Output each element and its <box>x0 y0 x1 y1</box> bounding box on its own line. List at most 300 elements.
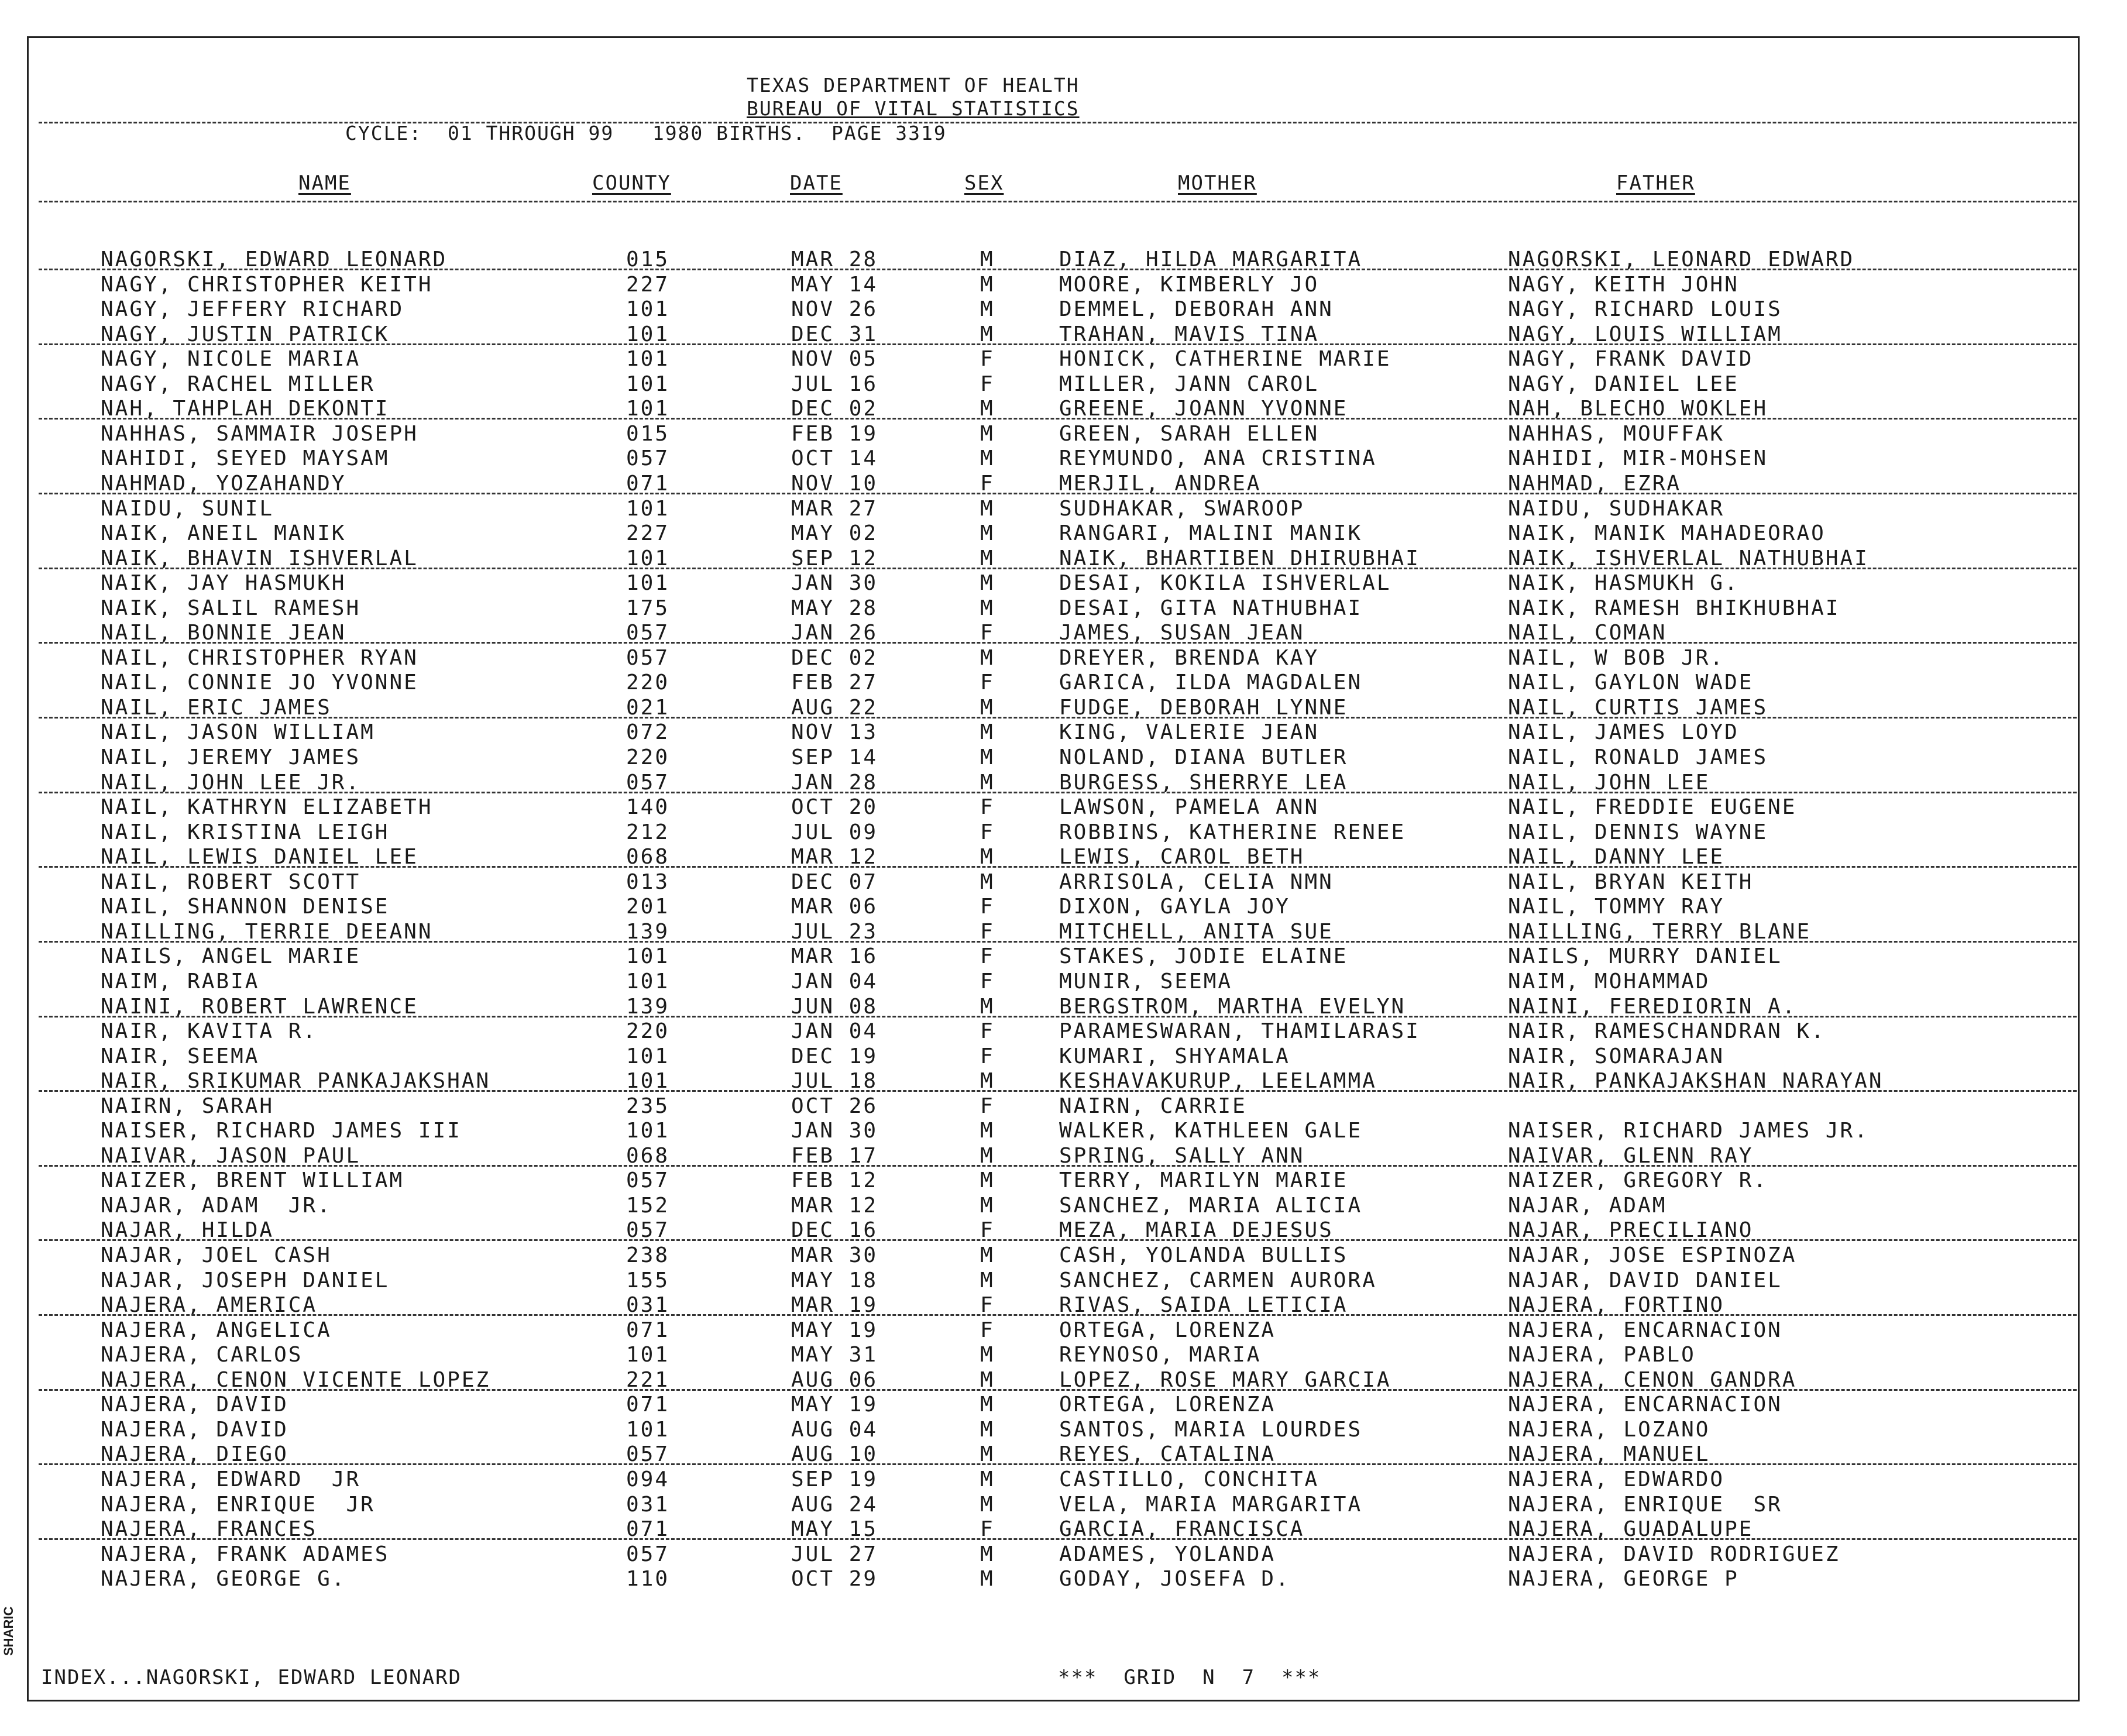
cell-name: NAGY, NICOLE MARIA <box>101 347 361 372</box>
cell-county: 227 <box>626 272 670 297</box>
cell-date: DEC 02 <box>791 645 878 670</box>
cell-date: MAR 28 <box>791 247 878 271</box>
cell-sex: F <box>980 347 995 372</box>
record-row <box>0 970 2127 994</box>
cell-date: SEP 12 <box>791 546 878 570</box>
cell-date: JUL 09 <box>791 820 878 844</box>
cell-father: NAGORSKI, LEONARD EDWARD <box>1508 247 1855 271</box>
cell-county: 220 <box>626 1019 670 1044</box>
cell-date: DEC 02 <box>791 397 878 421</box>
cell-name: NAJERA, EDWARD JR <box>101 1467 361 1491</box>
record-row <box>0 497 2127 521</box>
cell-sex: M <box>980 496 995 521</box>
cell-mother: KING, VALERIE JEAN <box>1059 720 1320 745</box>
cell-father: NAJERA, LOZANO <box>1508 1417 1710 1442</box>
cell-father: NAGY, FRANK DAVID <box>1508 347 1754 372</box>
cell-name: NAJERA, ANGELICA <box>101 1318 332 1342</box>
cell-sex: M <box>980 1542 995 1566</box>
cell-mother: SANCHEZ, MARIA ALICIA <box>1059 1193 1363 1218</box>
cell-mother: NAIK, BHARTIBEN DHIRUBHAI <box>1059 546 1420 570</box>
cell-father: NAIL, RONALD JAMES <box>1508 745 1768 769</box>
cell-date: AUG 22 <box>791 695 878 720</box>
cell-county: 071 <box>626 471 670 496</box>
cell-name: NAIL, JOHN LEE JR. <box>101 770 361 795</box>
record-row <box>0 1567 2127 1591</box>
cell-mother: STAKES, JODIE ELAINE <box>1059 944 1348 969</box>
cell-name: NAIL, CHRISTOPHER RYAN <box>101 645 418 670</box>
cell-date: OCT 20 <box>791 795 878 820</box>
cell-father: NAJAR, DAVID DANIEL <box>1508 1268 1782 1292</box>
record-row <box>0 696 2127 720</box>
cell-father: NAIL, BRYAN KEITH <box>1508 869 1754 894</box>
cell-county: 057 <box>626 446 670 471</box>
record-row <box>0 920 2127 944</box>
cell-mother: REYES, CATALINA <box>1059 1442 1276 1467</box>
cell-father: NAIL, TOMMY RAY <box>1508 895 1725 919</box>
cell-name: NAIR, SRIKUMAR PANKAJAKSHAN <box>101 1069 491 1094</box>
record-row <box>0 745 2127 770</box>
cell-date: NOV 26 <box>791 297 878 322</box>
cell-date: MAR 06 <box>791 895 878 919</box>
cell-mother: TERRY, MARILYN MARIE <box>1059 1168 1348 1193</box>
cell-father: NAH, BLECHO WOKLEH <box>1508 397 1768 421</box>
record-row <box>0 322 2127 347</box>
cell-father: NAHMAD, EZRA <box>1508 471 1682 496</box>
cell-name: NAJAR, JOSEPH DANIEL <box>101 1268 390 1292</box>
cell-date: MAR 16 <box>791 944 878 969</box>
cell-county: 071 <box>626 1517 670 1542</box>
cell-date: OCT 29 <box>791 1567 878 1591</box>
cell-name: NAJERA, GEORGE G. <box>101 1567 346 1591</box>
cell-sex: M <box>980 1343 995 1367</box>
cell-county: 101 <box>626 571 670 596</box>
cell-date: JUL 23 <box>791 919 878 944</box>
record-row <box>0 1542 2127 1567</box>
cell-father: NAHHAS, MOUFFAK <box>1508 421 1725 446</box>
cell-name: NAIL, KATHRYN ELIZABETH <box>101 795 433 820</box>
cell-name: NAISER, RICHARD JAMES III <box>101 1119 462 1143</box>
cell-date: SEP 19 <box>791 1467 878 1491</box>
cell-date: MAY 18 <box>791 1268 878 1292</box>
cell-sex: M <box>980 869 995 894</box>
cell-name: NAJERA, FRANCES <box>101 1517 318 1542</box>
record-row <box>0 546 2127 571</box>
record-row <box>0 621 2127 645</box>
cell-name: NAILS, ANGEL MARIE <box>101 944 361 969</box>
cell-name: NAJERA, ENRIQUE JR <box>101 1492 375 1517</box>
cell-date: MAR 12 <box>791 845 878 869</box>
record-row <box>0 1393 2127 1417</box>
cell-sex: M <box>980 994 995 1019</box>
cell-mother: ORTEGA, LORENZA <box>1059 1393 1276 1417</box>
cell-date: FEB 27 <box>791 671 878 695</box>
cell-mother: DIXON, GAYLA JOY <box>1059 895 1290 919</box>
cell-sex: F <box>980 1019 995 1044</box>
cell-sex: M <box>980 1119 995 1143</box>
cell-father: NAIR, SOMARAJAN <box>1508 1044 1725 1068</box>
cell-sex: M <box>980 770 995 795</box>
record-row <box>0 1218 2127 1243</box>
cell-mother: DIAZ, HILDA MARGARITA <box>1059 247 1363 271</box>
cell-sex: M <box>980 695 995 720</box>
record-row <box>0 1019 2127 1044</box>
cell-sex: M <box>980 1168 995 1193</box>
cell-father: NAIL, JOHN LEE <box>1508 770 1710 795</box>
cell-date: OCT 14 <box>791 446 878 471</box>
record-row <box>0 247 2127 272</box>
cell-county: 057 <box>626 621 670 645</box>
cell-date: MAY 14 <box>791 272 878 297</box>
cell-father: NAILS, MURRY DANIEL <box>1508 944 1782 969</box>
cell-father: NAIL, GAYLON WADE <box>1508 671 1754 695</box>
record-row <box>0 1094 2127 1119</box>
cell-county: 238 <box>626 1243 670 1267</box>
cell-county: 101 <box>626 1343 670 1367</box>
cell-mother: RIVAS, SAIDA LETICIA <box>1059 1293 1348 1318</box>
cell-father: NAJAR, PRECILIANO <box>1508 1218 1754 1243</box>
record-row <box>0 422 2127 446</box>
cell-county: 139 <box>626 994 670 1019</box>
cell-mother: FUDGE, DEBORAH LYNNE <box>1059 695 1348 720</box>
cell-father: NAIK, HASMUKH G. <box>1508 571 1739 596</box>
col-header-mother: MOTHER <box>1178 171 1257 195</box>
cell-county: 057 <box>626 645 670 670</box>
cell-county: 101 <box>626 496 670 521</box>
cell-county: 101 <box>626 322 670 346</box>
cell-father: NAIL, CURTIS JAMES <box>1508 695 1768 720</box>
cell-county: 015 <box>626 421 670 446</box>
cell-mother: CASH, YOLANDA BULLIS <box>1059 1243 1348 1267</box>
cell-county: 057 <box>626 1442 670 1467</box>
cell-sex: M <box>980 521 995 546</box>
cell-father: NAIK, ISHVERLAL NATHUBHAI <box>1508 546 1869 570</box>
cell-name: NAIM, RABIA <box>101 969 260 994</box>
cell-date: JAN 26 <box>791 621 878 645</box>
cell-county: 110 <box>626 1567 670 1591</box>
record-row <box>0 1144 2127 1168</box>
cell-name: NAIK, ANEIL MANIK <box>101 521 346 546</box>
cell-father: NAIR, PANKAJAKSHAN NARAYAN <box>1508 1069 1884 1094</box>
cell-mother: LAWSON, PAMELA ANN <box>1059 795 1320 820</box>
record-row <box>0 571 2127 596</box>
cell-county: 071 <box>626 1393 670 1417</box>
record-row <box>0 1368 2127 1393</box>
cell-sex: M <box>980 322 995 346</box>
cell-county: 140 <box>626 795 670 820</box>
cell-father: NAIL, COMAN <box>1508 621 1667 645</box>
cell-father: NAJERA, FORTINO <box>1508 1293 1725 1318</box>
cell-county: 175 <box>626 596 670 620</box>
cell-name: NAIL, LEWIS DANIEL LEE <box>101 845 418 869</box>
cell-date: MAY 31 <box>791 1343 878 1367</box>
cell-sex: F <box>980 1044 995 1068</box>
cell-name: NAINI, ROBERT LAWRENCE <box>101 994 418 1019</box>
cell-father: NAIL, JAMES LOYD <box>1508 720 1739 745</box>
cell-name: NAIL, JASON WILLIAM <box>101 720 375 745</box>
cell-county: 101 <box>626 397 670 421</box>
cell-name: NAHMAD, YOZAHANDY <box>101 471 346 496</box>
cell-name: NAIL, SHANNON DENISE <box>101 895 390 919</box>
cell-name: NAIL, ERIC JAMES <box>101 695 332 720</box>
cell-mother: MUNIR, SEEMA <box>1059 969 1233 994</box>
cell-father: NAINI, FEREDIORIN A. <box>1508 994 1797 1019</box>
cell-date: SEP 14 <box>791 745 878 769</box>
cell-mother: BERGSTROM, MARTHA EVELYN <box>1059 994 1406 1019</box>
cell-father: NAILLING, TERRY BLANE <box>1508 919 1812 944</box>
cell-county: 101 <box>626 969 670 994</box>
cell-father: NAIDU, SUDHAKAR <box>1508 496 1725 521</box>
cell-name: NAH, TAHPLAH DEKONTI <box>101 397 390 421</box>
cell-mother: NOLAND, DIANA BUTLER <box>1059 745 1348 769</box>
cell-date: FEB 17 <box>791 1143 878 1168</box>
cell-date: JAN 04 <box>791 1019 878 1044</box>
cell-name: NAJERA, CARLOS <box>101 1343 303 1367</box>
cell-father: NAJERA, MANUEL <box>1508 1442 1710 1467</box>
cell-sex: M <box>980 1467 995 1491</box>
cell-sex: M <box>980 1393 995 1417</box>
cell-name: NAIR, KAVITA R. <box>101 1019 318 1044</box>
cell-mother: MILLER, JANN CAROL <box>1059 372 1320 396</box>
cell-mother: MERJIL, ANDREA <box>1059 471 1262 496</box>
cell-county: 031 <box>626 1293 670 1318</box>
cell-father: NAJERA, ENCARNACION <box>1508 1318 1782 1342</box>
cell-mother: ADAMES, YOLANDA <box>1059 1542 1276 1566</box>
cell-name: NAGY, JEFFERY RICHARD <box>101 297 404 322</box>
record-row <box>0 1168 2127 1193</box>
cell-name: NAHHAS, SAMMAIR JOSEPH <box>101 421 418 446</box>
cell-mother: SANTOS, MARIA LOURDES <box>1059 1417 1363 1442</box>
cell-mother: GREENE, JOANN YVONNE <box>1059 397 1348 421</box>
cell-father: NAJERA, DAVID RODRIGUEZ <box>1508 1542 1840 1566</box>
cell-county: 101 <box>626 1119 670 1143</box>
cell-name: NAJERA, FRANK ADAMES <box>101 1542 390 1566</box>
header-cycle: CYCLE: 01 THROUGH 99 1980 BIRTHS. PAGE 3319 <box>345 122 947 145</box>
cell-father: NAGY, LOUIS WILLIAM <box>1508 322 1782 346</box>
cell-name: NAIL, CONNIE JO YVONNE <box>101 671 418 695</box>
cell-name: NAIRN, SARAH <box>101 1094 274 1118</box>
cell-name: NAJERA, DIEGO <box>101 1442 288 1467</box>
cell-county: 057 <box>626 770 670 795</box>
cell-sex: M <box>980 446 995 471</box>
cell-sex: F <box>980 919 995 944</box>
cell-sex: M <box>980 596 995 620</box>
cell-name: NAIVAR, JASON PAUL <box>101 1143 361 1168</box>
cell-mother: REYMUNDO, ANA CRISTINA <box>1059 446 1377 471</box>
cell-father: NAHIDI, MIR-MOHSEN <box>1508 446 1768 471</box>
cell-date: AUG 24 <box>791 1492 878 1517</box>
cell-date: MAR 19 <box>791 1293 878 1318</box>
cell-sex: M <box>980 1268 995 1292</box>
col-header-sex: SEX <box>964 171 1004 195</box>
record-row <box>0 297 2127 322</box>
cell-county: 057 <box>626 1168 670 1193</box>
cell-county: 072 <box>626 720 670 745</box>
cell-sex: F <box>980 944 995 969</box>
col-header-father: FATHER <box>1616 171 1695 195</box>
cell-mother: MEZA, MARIA DEJESUS <box>1059 1218 1334 1243</box>
cell-mother: ORTEGA, LORENZA <box>1059 1318 1276 1342</box>
cell-name: NAJERA, DAVID <box>101 1393 288 1417</box>
cell-county: 220 <box>626 671 670 695</box>
cell-county: 201 <box>626 895 670 919</box>
cell-date: MAY 15 <box>791 1517 878 1542</box>
cell-mother: RANGARI, MALINI MANIK <box>1059 521 1363 546</box>
record-row <box>0 347 2127 372</box>
cell-sex: M <box>980 1069 995 1094</box>
cell-county: 057 <box>626 1542 670 1566</box>
record-row <box>0 1517 2127 1542</box>
cell-father: NAGY, DANIEL LEE <box>1508 372 1739 396</box>
cell-mother: VELA, MARIA MARGARITA <box>1059 1492 1363 1517</box>
cell-father: NAJERA, GUADALUPE <box>1508 1517 1754 1542</box>
cell-mother: LEWIS, CAROL BETH <box>1059 845 1305 869</box>
record-row <box>0 795 2127 820</box>
cell-sex: M <box>980 247 995 271</box>
col-header-date: DATE <box>790 171 843 195</box>
cell-mother: KUMARI, SHYAMALA <box>1059 1044 1290 1068</box>
cell-father: NAIL, DENNIS WAYNE <box>1508 820 1768 844</box>
cell-date: FEB 19 <box>791 421 878 446</box>
cell-name: NAIL, KRISTINA LEIGH <box>101 820 390 844</box>
cell-mother: TRAHAN, MAVIS TINA <box>1059 322 1320 346</box>
record-row <box>0 1119 2127 1143</box>
cell-date: JUN 08 <box>791 994 878 1019</box>
cell-county: 221 <box>626 1367 670 1392</box>
cell-mother: SANCHEZ, CARMEN AURORA <box>1059 1268 1377 1292</box>
cell-date: JUL 16 <box>791 372 878 396</box>
cell-date: JUL 27 <box>791 1542 878 1566</box>
cell-sex: F <box>980 471 995 496</box>
cell-mother: GODAY, JOSEFA D. <box>1059 1567 1290 1591</box>
cell-sex: M <box>980 297 995 322</box>
cell-date: MAY 28 <box>791 596 878 620</box>
cell-county: 235 <box>626 1094 670 1118</box>
cell-county: 139 <box>626 919 670 944</box>
cell-name: NAIK, BHAVIN ISHVERLAL <box>101 546 418 570</box>
cell-date: JAN 04 <box>791 969 878 994</box>
cell-name: NAGY, RACHEL MILLER <box>101 372 375 396</box>
cell-mother: DESAI, KOKILA ISHVERLAL <box>1059 571 1391 596</box>
footer-index: INDEX...NAGORSKI, EDWARD LEONARD <box>41 1666 462 1689</box>
cell-county: 101 <box>626 546 670 570</box>
cell-mother: WALKER, KATHLEEN GALE <box>1059 1119 1363 1143</box>
cell-name: NAIL, JEREMY JAMES <box>101 745 361 769</box>
cell-mother: SPRING, SALLY ANN <box>1059 1143 1305 1168</box>
cell-sex: F <box>980 1517 995 1542</box>
cell-county: 227 <box>626 521 670 546</box>
cell-sex: F <box>980 372 995 396</box>
record-row <box>0 472 2127 496</box>
cell-father: NAIK, MANIK MAHADEORAO <box>1508 521 1826 546</box>
cell-sex: M <box>980 1193 995 1218</box>
record-row <box>0 1467 2127 1492</box>
record-row <box>0 1442 2127 1467</box>
cell-county: 068 <box>626 845 670 869</box>
cell-mother: DESAI, GITA NATHUBHAI <box>1059 596 1363 620</box>
cell-sex: M <box>980 272 995 297</box>
cell-mother: GARICA, ILDA MAGDALEN <box>1059 671 1363 695</box>
cell-mother: GARCIA, FRANCISCA <box>1059 1517 1305 1542</box>
cell-sex: M <box>980 720 995 745</box>
cell-sex: F <box>980 671 995 695</box>
header-department: TEXAS DEPARTMENT OF HEALTH <box>747 74 1080 97</box>
cell-father: NAGY, KEITH JOHN <box>1508 272 1739 297</box>
cell-date: NOV 10 <box>791 471 878 496</box>
cell-county: 013 <box>626 869 670 894</box>
cell-date: AUG 04 <box>791 1417 878 1442</box>
cell-county: 031 <box>626 1492 670 1517</box>
cell-mother: DEMMEL, DEBORAH ANN <box>1059 297 1334 322</box>
cell-sex: M <box>980 1417 995 1442</box>
cell-county: 220 <box>626 745 670 769</box>
cell-name: NAIK, SALIL RAMESH <box>101 596 361 620</box>
record-row <box>0 995 2127 1019</box>
cell-mother: ARRISOLA, CELIA NMN <box>1059 869 1334 894</box>
record-row <box>0 1318 2127 1343</box>
cell-name: NAJERA, DAVID <box>101 1417 288 1442</box>
record-row <box>0 446 2127 471</box>
cell-father: NAJERA, ENRIQUE SR <box>1508 1492 1782 1517</box>
cell-date: DEC 16 <box>791 1218 878 1243</box>
cell-mother: DREYER, BRENDA KAY <box>1059 645 1320 670</box>
cell-mother: SUDHAKAR, SWAROOP <box>1059 496 1305 521</box>
cell-sex: F <box>980 1218 995 1243</box>
cell-sex: M <box>980 645 995 670</box>
cell-name: NAHIDI, SEYED MAYSAM <box>101 446 390 471</box>
cell-sex: F <box>980 1293 995 1318</box>
cell-mother: GREEN, SARAH ELLEN <box>1059 421 1320 446</box>
cell-county: 101 <box>626 944 670 969</box>
record-row <box>0 671 2127 695</box>
cell-father: NAJERA, PABLO <box>1508 1343 1696 1367</box>
cell-name: NAJAR, JOEL CASH <box>101 1243 332 1267</box>
cell-name: NAJERA, CENON VICENTE LOPEZ <box>101 1367 491 1392</box>
record-row <box>0 372 2127 397</box>
cell-county: 212 <box>626 820 670 844</box>
record-row <box>0 1418 2127 1442</box>
cell-county: 057 <box>626 1218 670 1243</box>
footer-grid: *** GRID N 7 *** <box>1058 1666 1321 1689</box>
record-row <box>0 870 2127 895</box>
record-row <box>0 895 2127 919</box>
cell-father: NAJERA, CENON GANDRA <box>1508 1367 1797 1392</box>
cell-county: 071 <box>626 1318 670 1342</box>
record-row <box>0 771 2127 795</box>
cell-date: DEC 19 <box>791 1044 878 1068</box>
cell-father: NAJERA, ENCARNACION <box>1508 1393 1782 1417</box>
cell-county: 068 <box>626 1143 670 1168</box>
cell-date: MAY 19 <box>791 1318 878 1342</box>
cell-sex: M <box>980 1143 995 1168</box>
cell-county: 101 <box>626 297 670 322</box>
header-bureau: BUREAU OF VITAL STATISTICS <box>747 97 1080 120</box>
cell-father: NAJAR, ADAM <box>1508 1193 1667 1218</box>
cell-father: NAIL, W BOB JR. <box>1508 645 1725 670</box>
record-row <box>0 1194 2127 1218</box>
cell-sex: M <box>980 845 995 869</box>
cell-name: NAIK, JAY HASMUKH <box>101 571 346 596</box>
cell-mother: HONICK, CATHERINE MARIE <box>1059 347 1391 372</box>
record-row <box>0 1069 2127 1094</box>
cell-name: NAIDU, SUNIL <box>101 496 274 521</box>
cell-date: MAY 02 <box>791 521 878 546</box>
cell-name: NAIL, BONNIE JEAN <box>101 621 346 645</box>
record-row <box>0 1493 2127 1517</box>
cell-date: DEC 07 <box>791 869 878 894</box>
cell-date: MAY 19 <box>791 1393 878 1417</box>
record-row <box>0 720 2127 745</box>
cell-date: NOV 05 <box>791 347 878 372</box>
